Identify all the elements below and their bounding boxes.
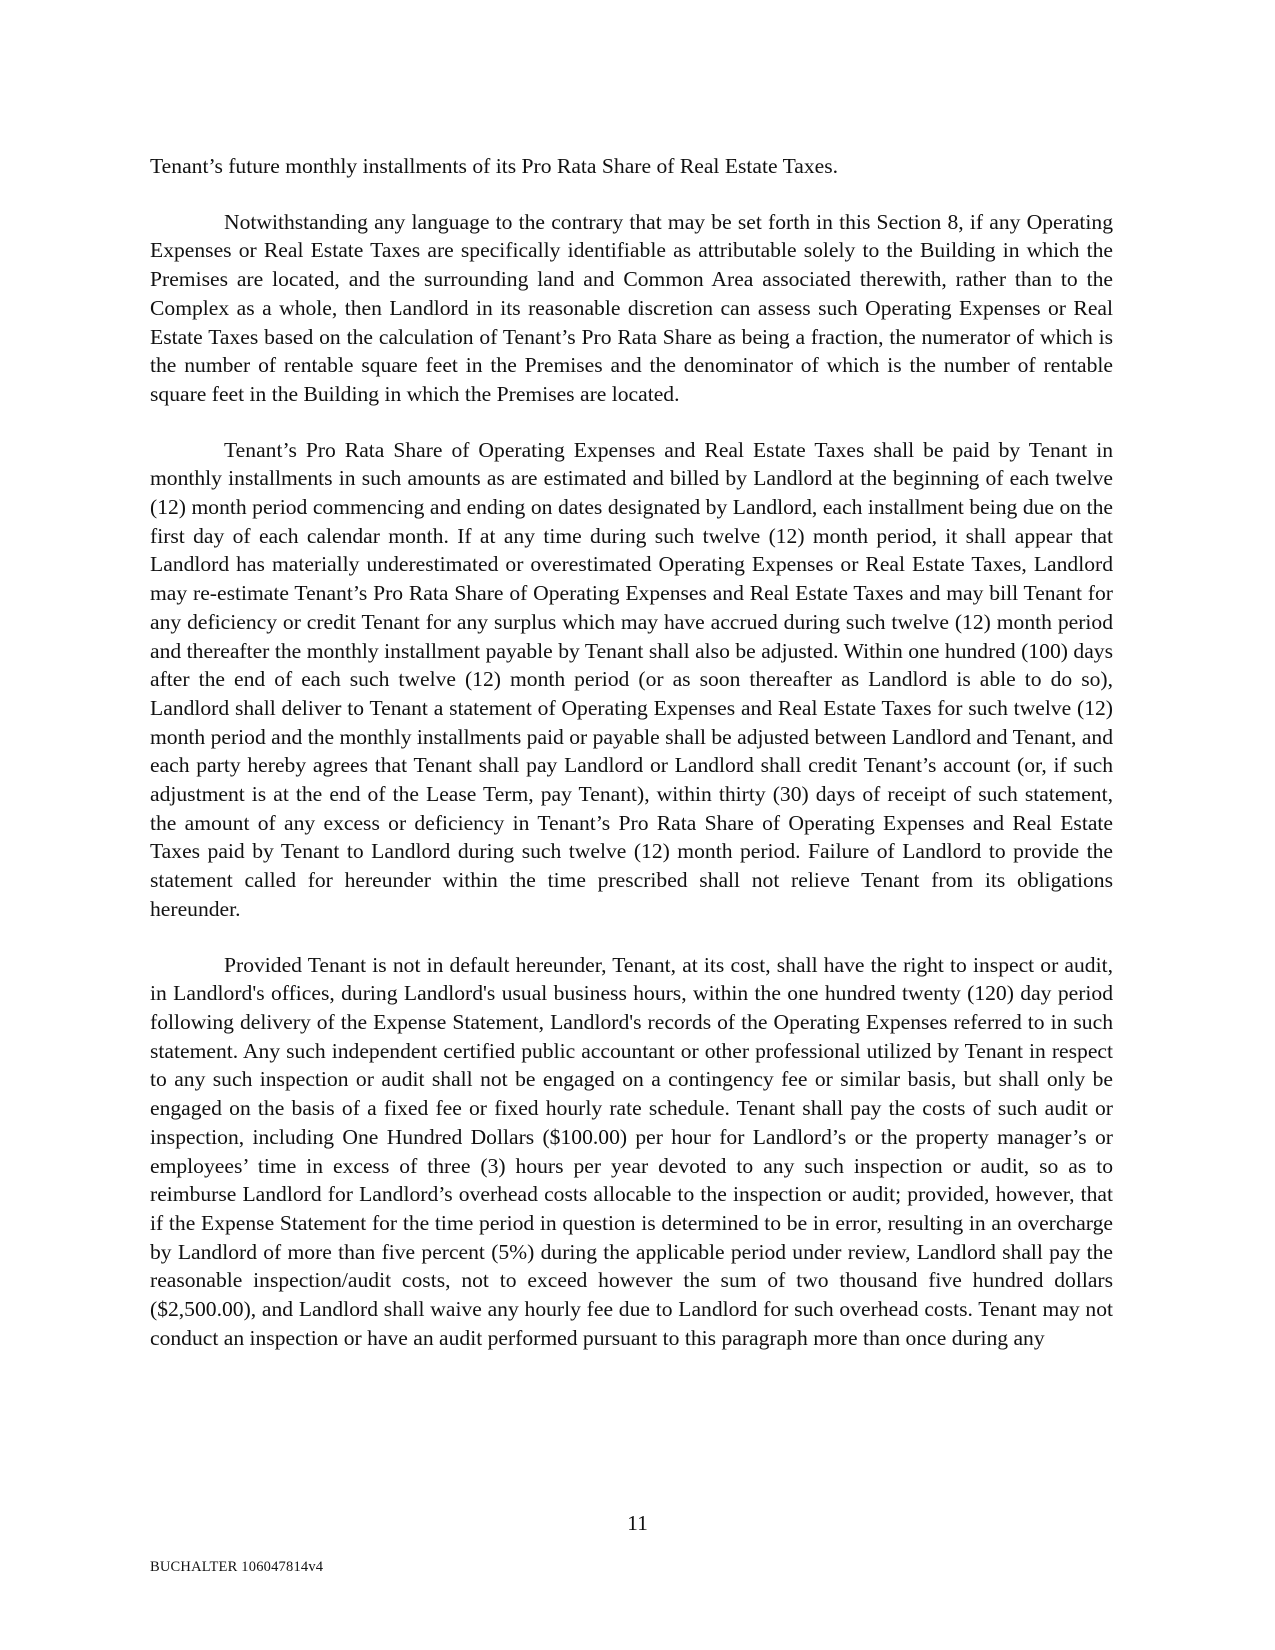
paragraph-audit-rights: Provided Tenant is not in default hereunder, Tenant, at its cost, shall have the right to inspect or audit, in Landlord's offices, during Landlord's usual business hours, within the one hundred twenty (120) day period following delivery of the Expense Statement, Landlord's records of the Operating Expenses referred to in such statement. Any such independent certified public accountant or other professional utilized by Tenant in respect to any such inspection or audit shall not be engaged on a contingency fee or similar basis, but shall only be engaged on the basis of a fixed fee or fixed hourly rate schedule. Tenant shall pay the costs of such audit or inspection, including One Hundred Dollars ($100.00) per hour for Landlord’s or the property manager’s or employees’ time in excess of three (3) hours per year devoted to any such inspection or audit, so as to reimburse Landlord for Landlord’s overhead costs allocable to the inspection or audit; provided, however, that if the Expense Statement for the time period in question is determined to be in error, resulting in an overcharge by Landlord of more than five percent (5%) during the applicable period under review, Landlord shall pay the reasonable inspection/audit costs, not to exceed however the sum of two thousand five hundred dollars ($2,500.00), and Landlord shall waive any hourly fee due to Landlord for such overhead costs. Tenant may not conduct an inspection or have an audit performed pursuant to this paragraph more than once during any — [150, 952, 1113, 1350]
page-number: 11 — [627, 1511, 648, 1535]
paragraph-section-8-allocation: Notwithstanding any language to the contrary that may be set forth in this Section 8, if any Operating Expenses or Real Estate Taxes are specifically identifiable as attributable solely to the Building in which the Premises are located, and the surrounding land and Common Area associated therewith, rather than to the Complex as a whole, then Landlord in its reasonable discretion can assess such Operating Expenses or Real Estate Taxes based on the calculation of Tenant’s Pro Rata Share as being a fraction, the numerator of which is the number of rentable square feet in the Premises and the denominator of which is the number of rentable square feet in the Building in which the Premises are located. — [150, 209, 1113, 406]
page-body — [150, 152, 1113, 1352]
paragraph-monthly-installments: Tenant’s Pro Rata Share of Operating Expenses and Real Estate Taxes shall be paid by Tenant in monthly installments in such amounts as are estimated and billed by Landlord at the beginning of each twelve (12) month period commencing and ending on dates designated by Landlord, each installment being due on the first day of each calendar month. If at any time during such twelve (12) month period, it shall appear that Landlord has materially underestimated or overestimated Operating Expenses or Real Estate Taxes, Landlord may re-estimate Tenant’s Pro Rata Share of Operating Expenses and Real Estate Taxes and may bill Tenant for any deficiency or credit Tenant for any surplus which may have accrued during such twelve (12) month period and thereafter the monthly installment payable by Tenant shall also be adjusted. Within one hundred (100) days after the end of each such twelve (12) month period (or as soon thereafter as Landlord is able to do so), Landlord shall deliver to Tenant a statement of Operating Expenses and Real Estate Taxes for such twelve (12) month period and the monthly installments paid or payable shall be adjusted between Landlord and Tenant, and each party hereby agrees that Tenant shall pay Landlord or Landlord shall credit Tenant’s account (or, if such adjustment is at the end of the Lease Term, pay Tenant), within thirty (30) days of receipt of such statement, the amount of any excess or deficiency in Tenant’s Pro Rata Share of Operating Expenses and Real Estate Taxes paid by Tenant to Landlord during such twelve (12) month period. Failure of Landlord to provide the statement called for hereunder within the time prescribed shall not relieve Tenant from its obligations hereunder. — [150, 437, 1113, 921]
paragraph-continuation: Tenant’s future monthly installments of its Pro Rata Share of Real Estate Taxes. — [150, 154, 839, 178]
document-footer-id: BUCHALTER 106047814v4 — [150, 1559, 324, 1575]
